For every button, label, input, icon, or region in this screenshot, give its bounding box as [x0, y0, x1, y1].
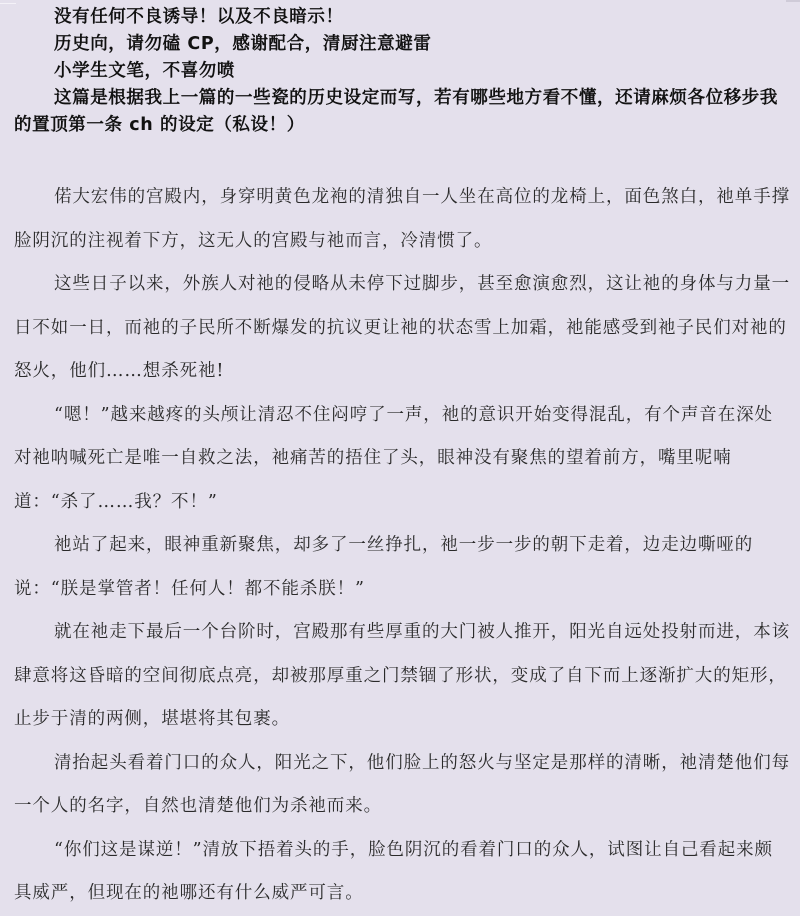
corner-artifact-right: [786, 0, 800, 2]
story-paragraph: 清抬起头看着门口的众人，阳光之下，他们脸上的怒火与坚定是那样的清晰，祂清楚他们每一个人的名字，自然也清楚他们为杀祂而来。: [14, 752, 790, 816]
story-paragraph: 这些日子以来，外族人对祂的侵略从未停下过脚步，甚至愈演愈烈，这让祂的身体与力量一日不如一日，而祂的子民所不断爆发的抗议更让祂的状态雪上加霜，祂能感受到祂子民们对祂的怒火，他们……想杀死祂!: [14, 274, 790, 381]
notice-line: 这篇是根据我上一篇的一些瓷的历史设定而写，若有哪些地方看不懂，还请麻烦各位移步我的置顶第一条 ch 的设定（私设！）: [14, 88, 778, 135]
story-paragraph: 就在祂走下最后一个台阶时，宫殿那有些厚重的大门被人推开，阳光自远处投射而进，本该肆意将这昏暗的空间彻底点亮，却被那厚重之门禁锢了形状，变成了自下而上逐渐扩大的矩形，止步于清的两侧，堪堪将其包裹。: [14, 622, 790, 729]
story-body: [14, 176, 790, 916]
story-paragraph: 偌大宏伟的宫殿内，身穿明黄色龙袍的清独自一人坐在高位的龙椅上，面色煞白，祂单手撑脸阴沉的注视着下方，这无人的宫殿与祂而言，冷清惯了。: [14, 187, 790, 251]
story-paragraph: 祂站了起来，眼神重新聚焦，却多了一丝挣扎，祂一步一步的朝下走着，边走边嘶哑的说：“朕是掌管者！任何人！都不能杀朕！”: [14, 535, 754, 599]
notice-line: 没有任何不良诱导！以及不良暗示！: [54, 7, 344, 27]
story-paragraph: “嗯！”越来越疼的头颅让清忍不住闷哼了一声，祂的意识开始变得混乱，有个声音在深处对祂呐喊死亡是唯一自救之法，祂痛苦的捂住了头，眼神没有聚焦的望着前方，嘴里呢喃道：“杀了……我？不！”: [14, 404, 773, 512]
story-paragraph: “你们这是谋逆！”清放下捂着头的手，脸色阴沉的看着门口的众人，试图让自己看起来颇具威严，但现在的祂哪还有什么威严可言。: [14, 839, 773, 903]
notice-line: 历史向，请勿磕 CP，感谢配合，清厨注意避雷: [54, 34, 432, 54]
author-notice: [14, 4, 786, 139]
notice-line: 小学生文笔，不喜勿喷: [54, 61, 235, 81]
